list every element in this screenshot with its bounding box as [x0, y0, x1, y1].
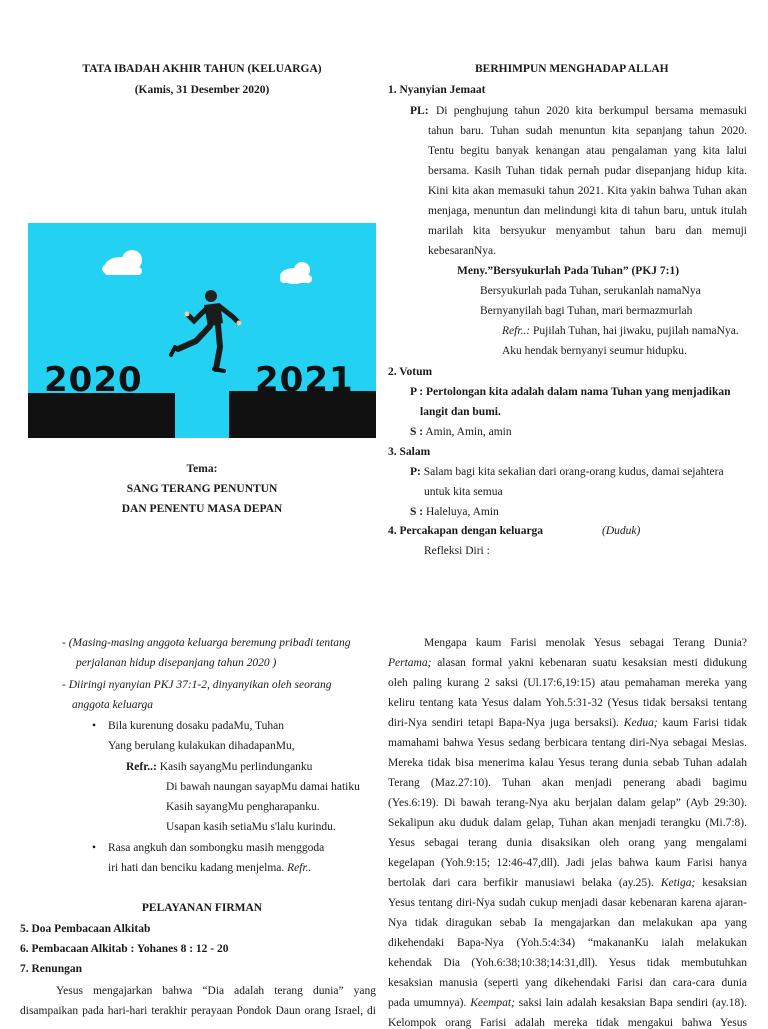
- renungan-line: Yesus sebagai terang dunia disaksikan oleh orang yang mengalami: [388, 837, 747, 849]
- firman-heading: PELAYANAN FIRMAN: [141, 902, 263, 914]
- cloud-left-icon: [102, 250, 142, 275]
- pl-line: Di penghujung tahun 2020 kita berkumpul bersama memasuki: [436, 105, 747, 117]
- renungan-line: Mereka tidak bisa menerima kalau Yesus terang dunia sebab Tuhan adalah: [388, 757, 747, 769]
- refleksi-label: Refleksi Diri :: [424, 545, 490, 557]
- salam-response: [410, 506, 499, 518]
- renungan-line: mamahami bahwa Yesus sedang berbicara tentang diri-Nya sebagai Mesias.: [388, 737, 747, 749]
- section-2-title: 2. Votum: [388, 366, 433, 378]
- bullet-1-line-1: Bila kurenung dosaku padaMu, Tuhan: [108, 720, 285, 732]
- renungan-line: pada umumnya). Keempat; saksi lain adalah kesaksian Bapa sendiri (ay.18).: [388, 997, 747, 1009]
- section-4-title: 4. Percakapan dengan keluarga: [388, 525, 544, 537]
- renungan-line: kesaksian manusia (seperti yang dikehendaki Farisi dan cara-cara dunia: [388, 977, 747, 989]
- meny-title: Meny.”Bersyukurlah Pada Tuhan” (PKJ 7:1): [457, 265, 680, 277]
- section-1-title: 1. Nyanyian Jemaat: [388, 84, 486, 96]
- renungan-line: dikehendaki Bapa-Nya (Yoh.5:4:34) “makananKu ialah melakukan: [388, 937, 747, 949]
- note-1-line-2: perjalanan hidup disepanjang tahun 2020 ): [76, 657, 277, 669]
- left-refrain-line-1: [126, 761, 312, 773]
- section-3-title: 3. Salam: [388, 446, 431, 458]
- renungan-line: Nya tidak diragukan sebab Ia mengajarkan dan melakukan apa yang: [388, 917, 747, 929]
- renungan-line-2: disampaikan pada hari-hari terakhir perayaan Pondok Daun orang Israel, di: [20, 1005, 376, 1017]
- left-refrain-line-2: Di bawah naungan sayapMu damai hatiku: [166, 781, 360, 793]
- note-1-line-1: - (Masing-masing anggota keluarga beremung pribadi tentang: [62, 637, 351, 649]
- salam-response-text: Haleluya, Amin: [423, 506, 499, 518]
- renungan-line: Mengapa kaum Farisi menolak Yesus sebagai Terang Dunia?: [424, 637, 747, 649]
- s-label-2: S :: [410, 506, 424, 518]
- renungan-line: Sekalipun aku duduk dalam gelap, Tuhan akan menjadi terangku (Mi.7:8).: [388, 817, 747, 829]
- votum-response: [410, 426, 512, 438]
- refrain-text-1: Pujilah Tuhan, hai jiwaku, pujilah namaNya.: [530, 325, 739, 337]
- jump-illustration: [28, 223, 376, 438]
- renungan-line: kehendak Dia (Yoh.6:38;10:38;14:31,dll). Yesus tidak membutuhkan: [388, 957, 747, 969]
- bullet-2-refrain: Refr..: [284, 862, 312, 874]
- votum-line-2: langit dan bumi.: [420, 406, 501, 418]
- votum-line-1: [410, 386, 731, 398]
- bullet-2-line-2: [108, 862, 311, 874]
- pl-line: menjaga, menuntun dan melindungi kita di tahun baru, untuk itulah: [428, 205, 747, 217]
- renungan-line-1: Yesus mengajarkan bahwa “Dia adalah terang dunia” yang: [56, 985, 376, 997]
- renungan-line: kegelapan (Yoh.9:15; 12:46-47,dll). Jadi jelas bahwa kaum Farisi hanya: [388, 857, 747, 869]
- refrain-line-2: Aku hendak bernyanyi seumur hidupku.: [502, 345, 687, 357]
- theme-line-2: DAN PENENTU MASA DEPAN: [121, 503, 283, 515]
- year-right: 2021: [255, 360, 354, 400]
- pl-line: bersama. Kasih Tuhan tidak pernah pudar disepanjang hidup kita.: [428, 165, 747, 177]
- bullet-1-line-2: Yang berulang kulakukan dihadapanMu,: [108, 740, 295, 752]
- note-2-line-1: - Diiringi nyanyian PKJ 37:1-2, dinyanyikan oleh seorang: [62, 679, 332, 691]
- section-7-title: 7. Renungan: [20, 963, 82, 975]
- theme-label: Tema:: [186, 463, 218, 475]
- year-left: 2020: [44, 360, 143, 400]
- pl-label: PL:: [410, 105, 429, 117]
- pl-line: marilah kita bersyukur menyambut tahun baru dan memuji: [428, 225, 747, 237]
- left-refrain-label: Refr..:: [126, 761, 157, 773]
- salam-text-1: Salam bagi kita sekalian dari orang-orang kudus, damai sejahtera: [420, 466, 724, 478]
- refrain-line-1: [502, 325, 739, 337]
- refrain-label: Refr..:: [502, 325, 531, 337]
- bullet-2-line-1: Rasa angkuh dan sombongku masih menggoda: [108, 842, 325, 854]
- renungan-line: keliru tentang kata Yesus dalam Yoh.5:31-32 (Yesus tidak bersaksi tentang: [388, 697, 747, 709]
- businessman-icon: [171, 290, 242, 371]
- left-refrain-line-3: Kasih sayangMu pengharapanku.: [166, 801, 320, 813]
- salam-label: P:: [410, 466, 421, 478]
- salam-line-2: untuk kita semua: [424, 486, 503, 498]
- section-5-title: 5. Doa Pembacaan Alkitab: [20, 923, 151, 935]
- pl-line: tahun baru. Tuhan sudah menuntun kita sepanjang tahun 2020.: [428, 125, 747, 137]
- renungan-line: Yesus tentang diri-Nya sudah cukup menjadi dasar kebenaran karena ajaran-: [388, 897, 747, 909]
- pl-line: Tentu begitu banyak kenangan atau pengalaman yang kita lalui: [428, 145, 747, 157]
- cloud-right-icon: [280, 262, 312, 284]
- song-line-2: Bernyanyilah bagi Tuhan, mari bermazmurlah: [480, 305, 693, 317]
- cover-image: [28, 223, 376, 438]
- pl-line: kebesaranNya.: [428, 245, 497, 257]
- votum-response-text: Amin, Amin, amin: [423, 426, 512, 438]
- salam-line-1: [410, 466, 724, 478]
- renungan-line: Terang (Maz.27:10). Tuhan akan menjadi penerang abadi bagimu: [388, 777, 747, 789]
- section-4-note: (Duduk): [602, 525, 641, 537]
- left-refrain-text-1: Kasih sayangMu perlindunganku: [156, 761, 313, 773]
- document-title: TATA IBADAH AKHIR TAHUN (KELUARGA): [82, 63, 322, 75]
- section-6-title: 6. Pembacaan Alkitab : Yohanes 8 : 12 - 20: [20, 943, 229, 955]
- votum-text-1: Pertolongan kita adalah dalam nama Tuhan yang menjadikan: [423, 386, 731, 398]
- left-refrain-line-4: Usapan kasih setiaMu s'lalu kurindu.: [166, 821, 336, 833]
- bullet-icon: •: [92, 720, 97, 732]
- song-line-1: Bersyukurlah pada Tuhan, serukanlah namaNya: [480, 285, 701, 297]
- renungan-line: bertolak dari cara berfikir manusiawi belaka (ay.25). Ketiga; kesaksian: [388, 877, 747, 889]
- renungan-line: oleh paling kurang 2 saksi (Ul.17:6,19:15) atau pemahaman mereka yang: [388, 677, 747, 689]
- theme-line-1: SANG TERANG PENUNTUN: [126, 483, 278, 495]
- renungan-line: Kelompok orang Farisi adalah mereka tidak mengakui bahwa Yesus: [388, 1017, 747, 1029]
- section-heading: BERHIMPUN MENGHADAP ALLAH: [475, 63, 669, 75]
- bullet-icon-2: •: [92, 842, 97, 854]
- renungan-line: (Yes.6:19). Di bawah terang-Nya aku berjalan dalam gelap” (Ayb 29:30).: [388, 797, 747, 809]
- pl-line: Kini kita akan memasuki tahun 2021. Kita yakin bahwa Tuhan akan: [428, 185, 747, 197]
- bullet-2-text: iri hati dan benciku kadang menjelma.: [108, 862, 285, 874]
- votum-label: P :: [410, 386, 424, 398]
- renungan-line: diri-Nya sendiri tetapi Bapa-Nya juga bersaksi). Kedua; kaum Farisi tidak: [388, 717, 747, 729]
- note-2-line-2: anggota keluarga: [72, 699, 154, 711]
- s-label: S :: [410, 426, 424, 438]
- document-date: (Kamis, 31 Desember 2020): [134, 84, 270, 96]
- renungan-line: Pertama; alasan formal yakni kebenaran suatu kesaksian mesti didukung: [388, 657, 747, 669]
